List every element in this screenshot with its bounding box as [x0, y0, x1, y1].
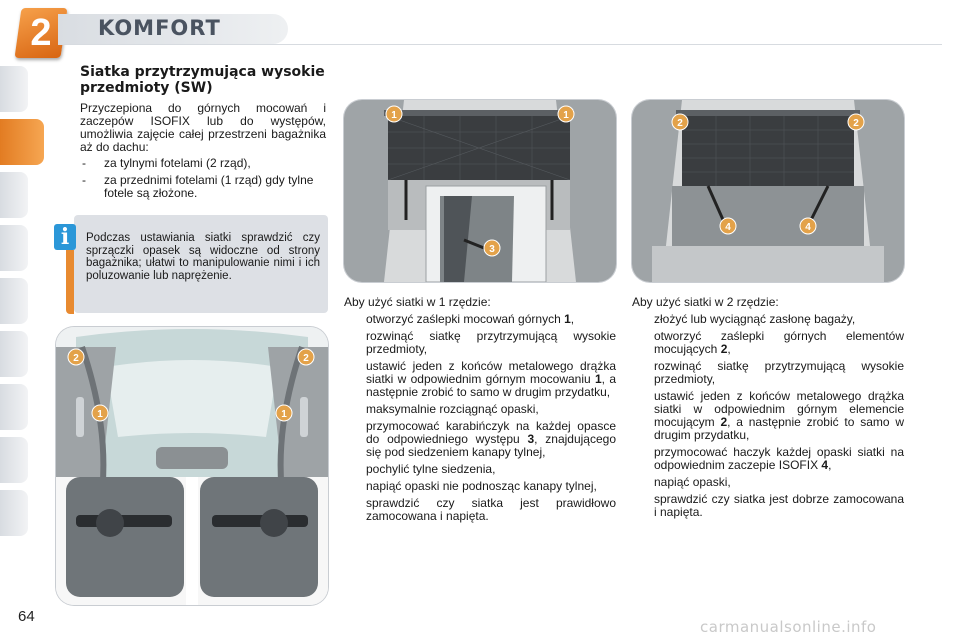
- chapter-tab[interactable]: [0, 278, 28, 324]
- chapter-tabs: [0, 66, 32, 543]
- pointing-hand-icon: [344, 497, 366, 523]
- list-item: pochylić tylne siedzenia,: [344, 463, 616, 476]
- row1-heading: Aby użyć siatki w 1 rzędzie:: [344, 295, 491, 309]
- list-item: rozwinąć siatkę przytrzymującą wysokie przedmioty,: [344, 330, 616, 356]
- callout-label: 1: [391, 110, 397, 121]
- list-item: złożyć lub wyciągnąć zasłonę bagaży,: [632, 313, 904, 326]
- chapter-tab[interactable]: [0, 66, 28, 112]
- pointing-hand-icon: [632, 390, 654, 442]
- intro-paragraph: Przyczepiona do górnych mocowań i zaczepów ISOFIX lub do występów, umożliwia zajęcie całej przestrzeni bagażnika aż do dachu:: [80, 101, 326, 154]
- callout-label: 2: [677, 118, 683, 129]
- pointing-hand-icon: [344, 360, 366, 399]
- row2-net-illustration: [632, 100, 904, 282]
- header-divider: [58, 44, 942, 45]
- chapter-tab[interactable]: [0, 384, 28, 430]
- info-accent-bar: [66, 250, 74, 314]
- info-icon: i: [54, 224, 76, 250]
- dash-mark: -: [82, 156, 86, 170]
- pointing-hand-icon: [632, 313, 654, 326]
- page-title: KOMFORT: [98, 16, 221, 40]
- list-item: przymocować haczyk każdej opaski siatki na odpowiednim zaczepie ISOFIX 4,: [632, 446, 904, 472]
- list-item: [80, 157, 326, 170]
- list-item: sprawdzić czy siatka jest prawidłowo zamocowana i napięta.: [344, 497, 616, 523]
- pointing-hand-icon: [632, 493, 654, 519]
- list-item-text: za tylnymi fotelami (2 rząd),: [104, 156, 251, 170]
- row2-heading: Aby użyć siatki w 2 rzędzie:: [632, 295, 779, 309]
- callout-label: 4: [805, 222, 811, 233]
- pointing-hand-icon: [344, 313, 366, 326]
- list-item: rozwinąć siatkę przytrzymującą wysokie przedmioty,: [632, 360, 904, 386]
- list-item: ustawić jeden z końców metalowego drążka siatki w odpowiednim górnym mocowaniu 1, a następnie zrobić to samo w drugim przydatku,: [344, 360, 616, 399]
- pointing-hand-icon: [632, 446, 654, 472]
- callout-label: 1: [97, 409, 103, 420]
- pointing-hand-icon: [344, 330, 366, 356]
- list-item: otworzyć zaślepki górnych elementów mocujących 2,: [632, 330, 904, 356]
- pointing-hand-icon: [344, 403, 366, 416]
- callout-label: 4: [725, 222, 731, 233]
- pointing-hand-icon: [632, 330, 654, 356]
- chapter-tab[interactable]: [0, 437, 28, 483]
- list-item: otworzyć zaślepki mocowań górnych 1,: [344, 313, 616, 326]
- list-item: napiąć opaski nie podnosząc kanapy tylnej,: [344, 480, 616, 493]
- list-item: sprawdzić czy siatka jest dobrze zamocowana i napięta.: [632, 493, 904, 519]
- pointing-hand-icon: [344, 480, 366, 493]
- row1-net-illustration: [344, 100, 616, 282]
- page-number: 64: [18, 608, 35, 625]
- callout-label: 1: [281, 409, 287, 420]
- pointing-hand-icon: [344, 420, 366, 459]
- chapter-tab-active[interactable]: [0, 119, 44, 165]
- section-title: Siatka przytrzymująca wysokie przedmioty (SW): [80, 64, 325, 96]
- callout-label: 3: [489, 244, 495, 255]
- list-item: ustawić jeden z końców metalowego drążka siatki w odpowiednim górnym elemencie mocującym 2, a następnie zrobić to samo w drugim przydatku,: [632, 390, 904, 442]
- row2-instructions: [632, 296, 904, 523]
- chapter-tab[interactable]: [0, 225, 28, 271]
- chapter-tab[interactable]: [0, 172, 28, 218]
- watermark: carmanualsonline.info: [700, 618, 877, 636]
- pointing-hand-icon: [632, 360, 654, 386]
- list-item-text: za przednimi fotelami (1 rząd) gdy tylne fotele są złożone.: [104, 173, 314, 200]
- pointing-hand-icon: [632, 476, 654, 489]
- chapter-number: 2: [30, 12, 52, 54]
- row1-instructions: [344, 296, 616, 527]
- roof-anchor-illustration: [56, 327, 328, 605]
- callout-label: 2: [73, 353, 79, 364]
- chapter-tab[interactable]: [0, 331, 28, 377]
- list-item: maksymalnie rozciągnąć opaski,: [344, 403, 616, 416]
- pointing-hand-icon: [344, 463, 366, 476]
- callout-label: 2: [853, 118, 859, 129]
- callout-label: 1: [563, 110, 569, 121]
- dash-list: [80, 157, 326, 204]
- list-item: przymocować karabińczyk na każdej opasce do odpowiedniego występu 3, znajdującego się pod siedzeniem kanapy tylnej,: [344, 420, 616, 459]
- chapter-tab[interactable]: [0, 490, 28, 536]
- list-item: [80, 174, 326, 200]
- list-item: napiąć opaski,: [632, 476, 904, 489]
- info-text: Podczas ustawiania siatki sprawdzić czy sprzączki opasek są widoczne od strony bagażnika; ułatwi to manipulowanie nimi i ich poluzowanie lub naprężenie.: [86, 232, 320, 282]
- callout-label: 2: [303, 353, 309, 364]
- dash-mark: -: [82, 173, 86, 187]
